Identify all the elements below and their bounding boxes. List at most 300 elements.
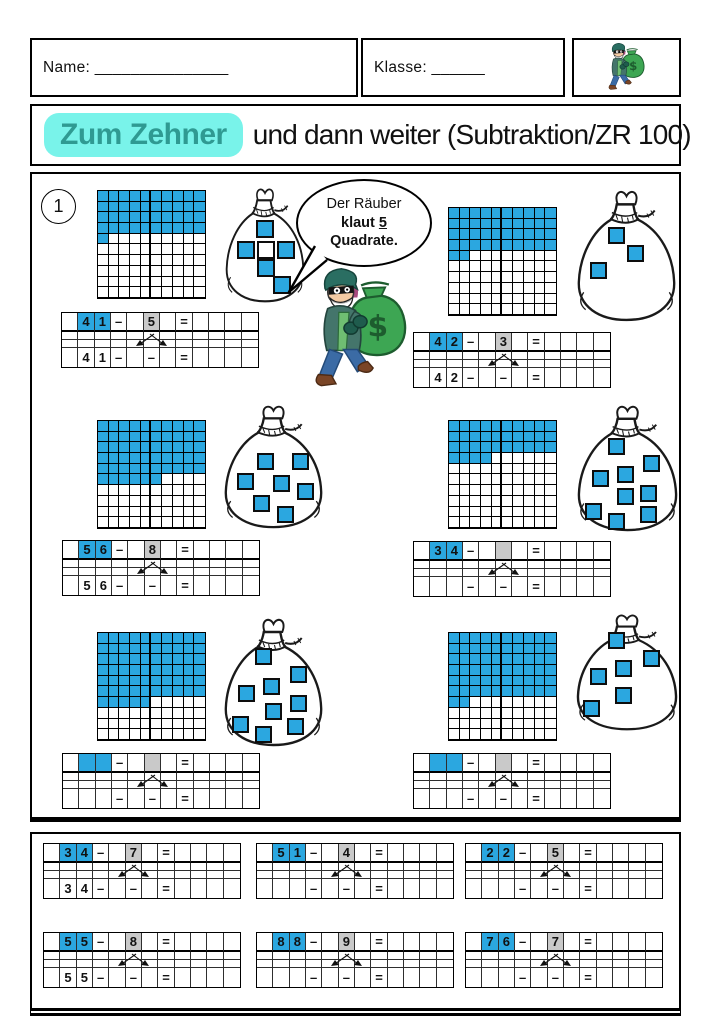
grid-cell bbox=[470, 633, 481, 644]
grid-cell bbox=[449, 251, 460, 262]
minuend-cell: 4 bbox=[77, 844, 93, 863]
table-cell bbox=[437, 952, 453, 960]
grid-cell bbox=[502, 496, 513, 507]
grid-cell bbox=[141, 287, 152, 298]
table-cell bbox=[79, 568, 95, 576]
table-cell bbox=[191, 933, 207, 952]
table-cell: = bbox=[177, 789, 193, 808]
grid-cell bbox=[130, 719, 141, 730]
table-cell bbox=[496, 773, 512, 781]
table-cell: – bbox=[548, 879, 564, 898]
grid-cell bbox=[130, 244, 141, 255]
table-cell bbox=[224, 879, 240, 898]
bottom-table-3 bbox=[465, 843, 663, 899]
table-cell: – bbox=[126, 968, 142, 987]
grid-cell bbox=[524, 496, 535, 507]
grid-cell bbox=[109, 644, 120, 655]
grid-cell bbox=[460, 676, 471, 687]
table-cell: – bbox=[145, 789, 161, 808]
grid-cell bbox=[184, 442, 195, 453]
grid-cell bbox=[141, 729, 152, 740]
stolen-square bbox=[640, 506, 657, 523]
table-cell bbox=[355, 952, 371, 960]
table-cell bbox=[531, 933, 547, 952]
grid-cell bbox=[162, 676, 173, 687]
table-cell bbox=[613, 960, 629, 968]
table-cell bbox=[404, 863, 420, 871]
table-cell: – bbox=[112, 789, 128, 808]
table-cell bbox=[515, 863, 531, 871]
table-cell bbox=[577, 368, 593, 387]
table-cell bbox=[512, 352, 528, 360]
table-cell bbox=[60, 960, 76, 968]
grid-cell bbox=[130, 665, 141, 676]
table-cell: = bbox=[528, 754, 544, 773]
table-cell bbox=[224, 863, 240, 871]
grid-cell bbox=[98, 421, 109, 432]
grid-cell bbox=[524, 229, 535, 240]
table-cell bbox=[499, 871, 515, 879]
table-cell bbox=[594, 569, 610, 577]
grid-cell bbox=[492, 251, 503, 262]
table-cell bbox=[44, 952, 60, 960]
grid-cell bbox=[184, 485, 195, 496]
grid-cell bbox=[481, 633, 492, 644]
grid-cell bbox=[492, 729, 503, 740]
grid-cell bbox=[545, 464, 556, 475]
grid-cell bbox=[535, 240, 546, 251]
grid-cell bbox=[492, 496, 503, 507]
grid-cell bbox=[524, 644, 535, 655]
table-cell bbox=[580, 863, 596, 871]
grid-cell bbox=[449, 507, 460, 518]
table-cell bbox=[463, 561, 479, 569]
table-cell bbox=[479, 781, 495, 789]
grid-cell bbox=[119, 266, 130, 277]
grid-cell bbox=[502, 464, 513, 475]
table-cell bbox=[142, 844, 158, 863]
table-cell bbox=[194, 773, 210, 781]
minuend-cell bbox=[447, 754, 463, 773]
grid-cell bbox=[513, 697, 524, 708]
grid-cell bbox=[524, 665, 535, 676]
robber-thumbnail-box bbox=[572, 38, 681, 97]
grid-cell bbox=[481, 240, 492, 251]
grid-cell bbox=[184, 234, 195, 245]
table-cell bbox=[273, 879, 289, 898]
grid-cell bbox=[141, 474, 152, 485]
table-cell bbox=[207, 879, 223, 898]
table-cell bbox=[63, 789, 79, 808]
table-cell: = bbox=[528, 577, 544, 596]
table-cell bbox=[77, 952, 93, 960]
table-cell bbox=[482, 871, 498, 879]
table-cell bbox=[322, 952, 338, 960]
grid-cell bbox=[162, 223, 173, 234]
grid-cell bbox=[173, 277, 184, 288]
grid-cell bbox=[162, 212, 173, 223]
grid-cell bbox=[502, 442, 513, 453]
grid-cell bbox=[492, 665, 503, 676]
grid-cell bbox=[535, 294, 546, 305]
grid-cell bbox=[130, 676, 141, 687]
table-cell bbox=[194, 789, 210, 808]
table-cell bbox=[257, 844, 273, 863]
grid-cell bbox=[162, 686, 173, 697]
subtrahend-cell: 7 bbox=[126, 844, 142, 863]
table-cell bbox=[420, 952, 436, 960]
grid-cell bbox=[524, 464, 535, 475]
grid-cell bbox=[513, 474, 524, 485]
table-cell: – bbox=[515, 933, 531, 952]
table-cell bbox=[414, 569, 430, 577]
table-cell bbox=[420, 960, 436, 968]
grid-cell bbox=[460, 421, 471, 432]
grid-cell bbox=[194, 266, 205, 277]
grid-cell bbox=[130, 442, 141, 453]
table-cell bbox=[545, 569, 561, 577]
grid-cell bbox=[449, 261, 460, 272]
table-cell bbox=[210, 789, 226, 808]
table-cell bbox=[44, 844, 60, 863]
grid-cell bbox=[535, 729, 546, 740]
table-cell bbox=[545, 360, 561, 368]
table-cell bbox=[207, 960, 223, 968]
grid-cell bbox=[492, 686, 503, 697]
minuend-cell: 6 bbox=[96, 541, 112, 560]
grid-cell bbox=[513, 208, 524, 219]
grid-cell bbox=[173, 244, 184, 255]
grid-cell bbox=[109, 496, 120, 507]
table-cell bbox=[355, 863, 371, 871]
grid-cell bbox=[130, 202, 141, 213]
table-cell bbox=[430, 561, 446, 569]
grid-cell bbox=[184, 654, 195, 665]
table-cell bbox=[355, 871, 371, 879]
grid-cell bbox=[184, 223, 195, 234]
table-cell bbox=[224, 960, 240, 968]
grid-cell bbox=[470, 304, 481, 315]
grid-cell bbox=[545, 644, 556, 655]
grid-cell bbox=[513, 464, 524, 475]
minuend-cell bbox=[96, 754, 112, 773]
table-cell bbox=[430, 781, 446, 789]
grid-cell bbox=[460, 219, 471, 230]
grid-cell bbox=[98, 442, 109, 453]
table-cell: – bbox=[93, 933, 109, 952]
table-cell bbox=[142, 968, 158, 987]
table-cell bbox=[613, 933, 629, 952]
table-cell bbox=[512, 577, 528, 596]
grid-cell bbox=[162, 202, 173, 213]
grid-cell bbox=[502, 485, 513, 496]
table-cell bbox=[388, 844, 404, 863]
grid-cell bbox=[109, 708, 120, 719]
grid-cell bbox=[162, 442, 173, 453]
hundred-grid-2 bbox=[448, 207, 557, 316]
grid-cell bbox=[502, 272, 513, 283]
table-cell bbox=[290, 871, 306, 879]
grid-cell bbox=[492, 442, 503, 453]
grid-cell bbox=[151, 665, 162, 676]
table-cell bbox=[209, 332, 225, 340]
grid-cell bbox=[184, 453, 195, 464]
table-cell bbox=[44, 933, 60, 952]
grid-cell bbox=[194, 244, 205, 255]
table-cell bbox=[482, 879, 498, 898]
money-sack-5 bbox=[220, 616, 327, 748]
table-cell bbox=[225, 348, 241, 367]
grid-cell bbox=[481, 654, 492, 665]
table-cell: = bbox=[580, 844, 596, 863]
stolen-square bbox=[615, 660, 632, 677]
grid-cell bbox=[513, 729, 524, 740]
grid-cell bbox=[109, 654, 120, 665]
table-cell bbox=[629, 871, 645, 879]
table-cell bbox=[577, 333, 593, 352]
grid-cell bbox=[470, 261, 481, 272]
grid-cell bbox=[535, 442, 546, 453]
grid-cell bbox=[524, 421, 535, 432]
table-cell bbox=[128, 541, 144, 560]
table-cell bbox=[210, 568, 226, 576]
worksheet-title bbox=[30, 104, 691, 166]
grid-cell bbox=[98, 507, 109, 518]
stolen-square bbox=[257, 259, 275, 277]
grid-cell bbox=[184, 496, 195, 507]
grid-cell bbox=[535, 676, 546, 687]
grid-cell bbox=[470, 474, 481, 485]
grid-cell bbox=[119, 507, 130, 518]
table-cell bbox=[561, 577, 577, 596]
grid-cell bbox=[524, 633, 535, 644]
grid-cell bbox=[141, 654, 152, 665]
grid-cell bbox=[545, 517, 556, 528]
grid-cell bbox=[492, 208, 503, 219]
table-cell bbox=[161, 541, 177, 560]
table-cell bbox=[290, 879, 306, 898]
grid-cell bbox=[109, 633, 120, 644]
grid-cell bbox=[492, 485, 503, 496]
table-cell bbox=[463, 352, 479, 360]
table-cell bbox=[191, 879, 207, 898]
grid-cell bbox=[162, 287, 173, 298]
table-cell bbox=[112, 781, 128, 789]
table-cell bbox=[447, 773, 463, 781]
table-cell bbox=[177, 560, 193, 568]
grid-cell bbox=[151, 421, 162, 432]
subtrahend-cell bbox=[496, 754, 512, 773]
table-cell bbox=[414, 577, 430, 596]
table-cell bbox=[463, 569, 479, 577]
grid-cell bbox=[460, 261, 471, 272]
grid-cell bbox=[449, 229, 460, 240]
table-cell: – bbox=[515, 844, 531, 863]
table-cell: – bbox=[463, 542, 479, 561]
table-cell: – bbox=[306, 933, 322, 952]
table-cell bbox=[78, 340, 94, 348]
grid-cell bbox=[449, 208, 460, 219]
table-cell bbox=[224, 844, 240, 863]
grid-cell bbox=[98, 244, 109, 255]
table-cell bbox=[594, 773, 610, 781]
grid-cell bbox=[524, 261, 535, 272]
table-cell bbox=[60, 871, 76, 879]
stolen-square bbox=[583, 700, 600, 717]
table-cell bbox=[479, 754, 495, 773]
bubble-line1: Der Räuber bbox=[326, 195, 402, 212]
grid-cell bbox=[535, 251, 546, 262]
table-cell: – bbox=[112, 754, 128, 773]
table-cell bbox=[142, 933, 158, 952]
stolen-square bbox=[617, 488, 634, 505]
grid-cell bbox=[492, 644, 503, 655]
grid-cell bbox=[524, 453, 535, 464]
table-cell bbox=[207, 844, 223, 863]
grid-cell bbox=[109, 474, 120, 485]
minuend-cell: 6 bbox=[499, 933, 515, 952]
grid-cell bbox=[184, 507, 195, 518]
table-cell bbox=[210, 541, 226, 560]
table-cell bbox=[515, 960, 531, 968]
table-cell bbox=[597, 844, 613, 863]
table-cell bbox=[96, 781, 112, 789]
grid-cell bbox=[502, 208, 513, 219]
grid-cell bbox=[173, 421, 184, 432]
grid-cell bbox=[194, 697, 205, 708]
table-cell bbox=[577, 352, 593, 360]
money-sack-6 bbox=[572, 612, 682, 732]
grid-cell bbox=[119, 485, 130, 496]
grid-cell bbox=[173, 708, 184, 719]
table-cell bbox=[191, 960, 207, 968]
table-cell bbox=[561, 542, 577, 561]
table-cell bbox=[564, 952, 580, 960]
table-cell bbox=[437, 879, 453, 898]
grid-cell bbox=[481, 421, 492, 432]
grid-cell bbox=[513, 261, 524, 272]
table-cell bbox=[128, 576, 144, 595]
grid-cell bbox=[513, 644, 524, 655]
bottom-table-1 bbox=[43, 843, 241, 899]
grid-cell bbox=[481, 507, 492, 518]
table-cell bbox=[160, 313, 176, 332]
minuend-cell: 4 bbox=[447, 542, 463, 561]
grid-cell bbox=[184, 255, 195, 266]
grid-cell bbox=[130, 686, 141, 697]
table-cell bbox=[420, 863, 436, 871]
table-cell bbox=[404, 844, 420, 863]
empty-square bbox=[257, 241, 275, 259]
table-cell bbox=[482, 968, 498, 987]
grid-cell bbox=[535, 304, 546, 315]
table-cell bbox=[414, 781, 430, 789]
grid-cell bbox=[460, 464, 471, 475]
grid-cell bbox=[449, 686, 460, 697]
grid-cell bbox=[162, 453, 173, 464]
table-cell bbox=[243, 773, 259, 781]
grid-cell bbox=[470, 719, 481, 730]
table-cell bbox=[224, 952, 240, 960]
table-cell bbox=[482, 952, 498, 960]
grid-cell bbox=[109, 676, 120, 687]
grid-cell bbox=[130, 266, 141, 277]
grid-cell bbox=[98, 266, 109, 277]
table-cell bbox=[257, 968, 273, 987]
table-cell bbox=[479, 773, 495, 781]
table-cell bbox=[447, 352, 463, 360]
grid-cell bbox=[141, 644, 152, 655]
grid-cell bbox=[151, 676, 162, 687]
grid-cell bbox=[141, 719, 152, 730]
grid-cell bbox=[492, 507, 503, 518]
hundred-grid-6 bbox=[448, 632, 557, 741]
table-cell bbox=[404, 879, 420, 898]
table-cell bbox=[404, 871, 420, 879]
grid-cell bbox=[502, 421, 513, 432]
table-cell bbox=[499, 879, 515, 898]
table-cell bbox=[96, 773, 112, 781]
grid-cell bbox=[151, 453, 162, 464]
table-cell bbox=[646, 863, 662, 871]
table-cell bbox=[613, 871, 629, 879]
table-cell bbox=[257, 863, 273, 871]
table-cell bbox=[322, 871, 338, 879]
grid-cell bbox=[130, 633, 141, 644]
grid-cell bbox=[449, 219, 460, 230]
grid-cell bbox=[173, 644, 184, 655]
grid-cell bbox=[460, 654, 471, 665]
table-cell bbox=[175, 960, 191, 968]
grid-cell bbox=[535, 474, 546, 485]
grid-cell bbox=[502, 453, 513, 464]
grid-cell bbox=[460, 304, 471, 315]
table-cell bbox=[646, 933, 662, 952]
table-cell bbox=[479, 360, 495, 368]
table-cell bbox=[577, 360, 593, 368]
grid-cell bbox=[535, 665, 546, 676]
grid-cell bbox=[481, 719, 492, 730]
grid-cell bbox=[98, 676, 109, 687]
table-cell bbox=[531, 952, 547, 960]
grid-cell bbox=[141, 464, 152, 475]
minuend-cell bbox=[79, 754, 95, 773]
table-cell bbox=[209, 340, 225, 348]
table-cell bbox=[339, 960, 355, 968]
minuend-cell: 5 bbox=[79, 541, 95, 560]
table-cell bbox=[629, 863, 645, 871]
title-highlight: Zum Zehner bbox=[44, 113, 243, 157]
grid-cell bbox=[151, 644, 162, 655]
grid-cell bbox=[513, 294, 524, 305]
table-cell bbox=[207, 968, 223, 987]
grid-cell bbox=[460, 507, 471, 518]
grid-cell bbox=[194, 432, 205, 443]
grid-cell bbox=[162, 507, 173, 518]
bubble-line2: klaut 5 bbox=[341, 214, 387, 231]
table-cell bbox=[545, 773, 561, 781]
table-cell bbox=[93, 863, 109, 871]
grid-cell bbox=[545, 654, 556, 665]
table-cell bbox=[144, 332, 160, 340]
grid-cell bbox=[162, 708, 173, 719]
table-cell bbox=[613, 968, 629, 987]
grid-cell bbox=[524, 517, 535, 528]
grid-cell bbox=[119, 442, 130, 453]
table-cell: 5 bbox=[79, 576, 95, 595]
grid-cell bbox=[470, 665, 481, 676]
table-cell bbox=[580, 960, 596, 968]
